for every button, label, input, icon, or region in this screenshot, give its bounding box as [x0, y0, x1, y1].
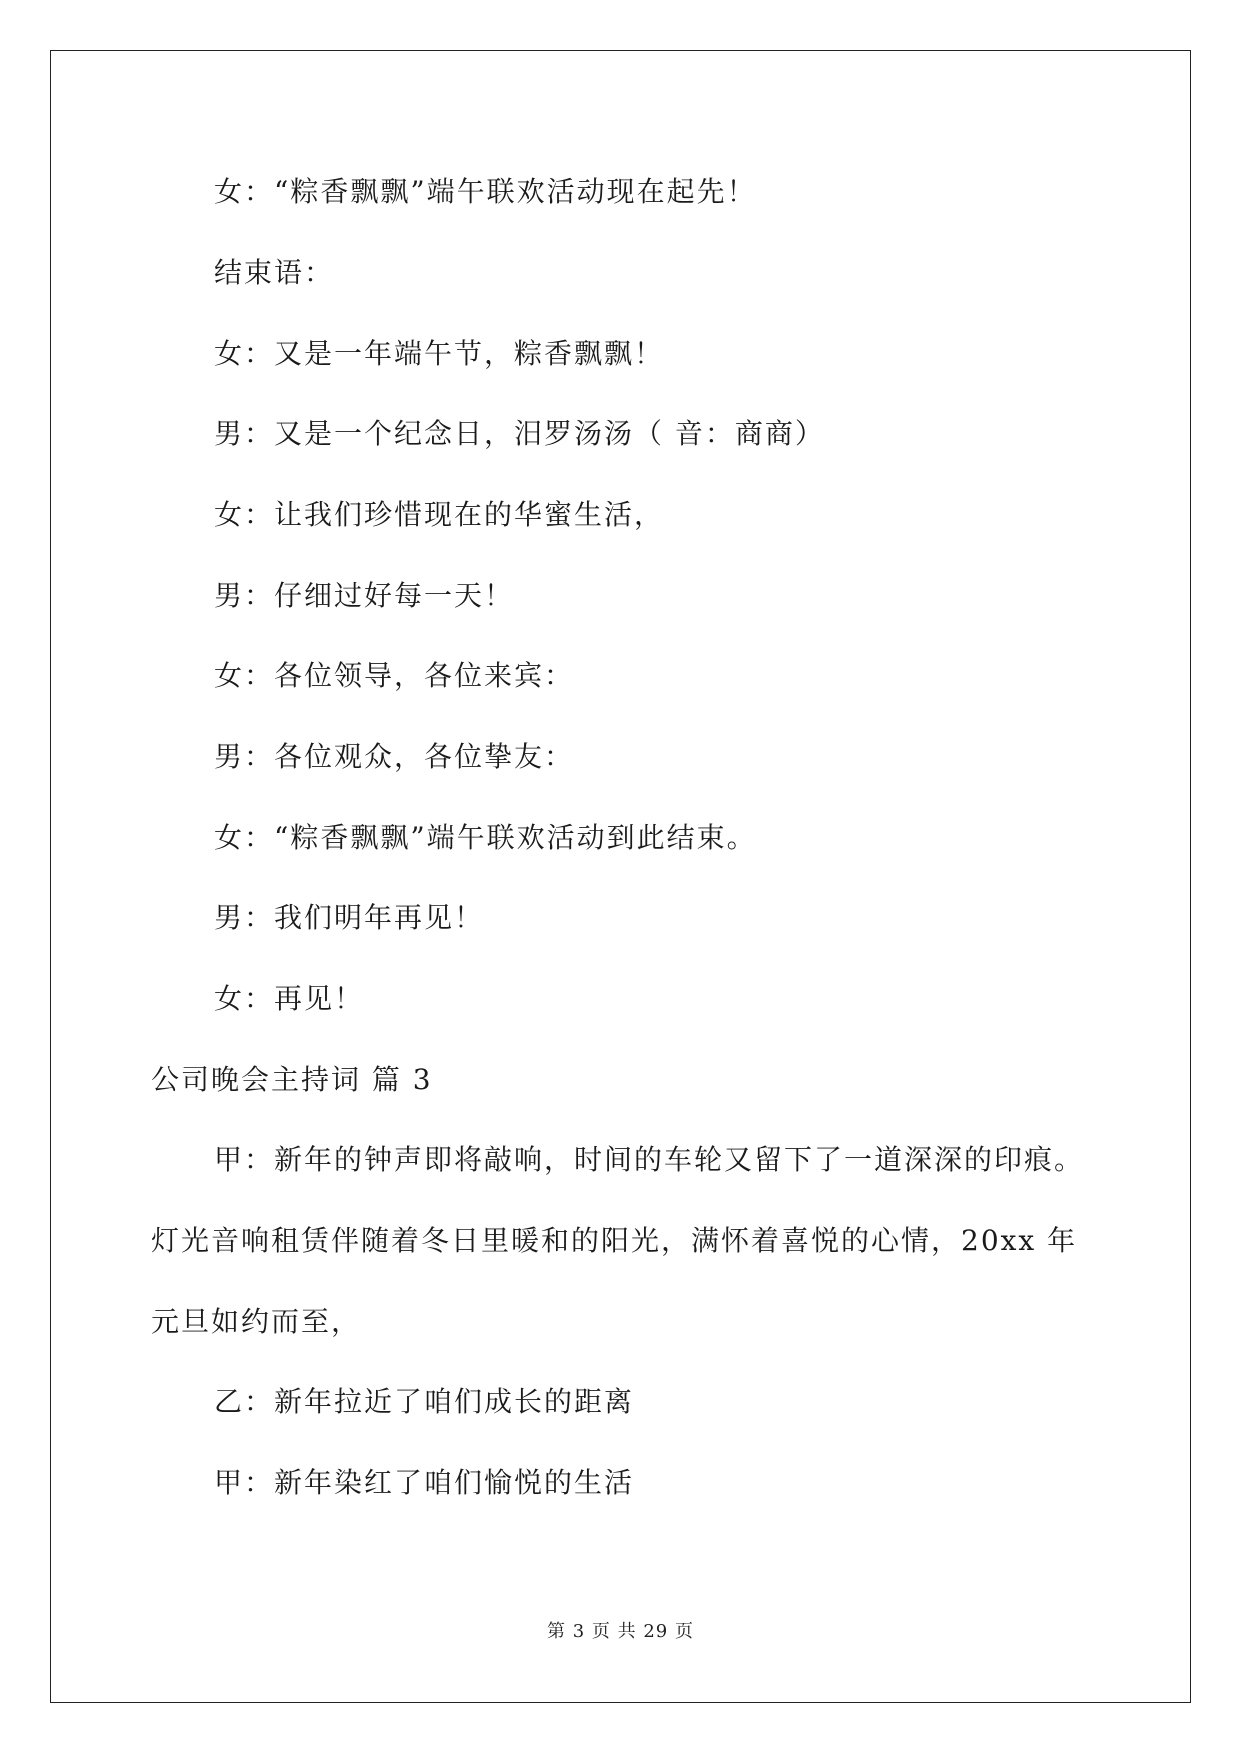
paragraph-line: 元旦如约而至，	[151, 1305, 362, 1338]
page-number: 第 3 页 共 29 页	[547, 1621, 694, 1642]
paragraph-line: 灯光音响租赁伴随着冬日里暖和的阳光，满怀着喜悦的心情，20xx 年	[151, 1224, 1078, 1257]
dialogue-line: 乙：新年拉近了咱们成长的距离	[214, 1385, 635, 1418]
dialogue-line: 男：仔细过好每一天！	[214, 579, 515, 612]
dialogue-line: 女：再见！	[214, 982, 365, 1015]
dialogue-line: 女：“粽香飘飘”端午联欢活动到此结束。	[214, 821, 757, 854]
dialogue-line: 男：又是一个纪念日，汨罗汤汤（ 音：商商）	[214, 417, 825, 450]
dialogue-line: 男：各位观众，各位挚友：	[214, 740, 575, 773]
dialogue-line: 女：又是一年端午节，粽香飘飘！	[214, 337, 665, 370]
section-title: 公司晚会主持词 篇 3	[151, 1063, 433, 1096]
page-border	[50, 50, 1191, 1703]
dialogue-line: 甲：新年的钟声即将敲响，时间的车轮又留下了一道深深的印痕。	[214, 1143, 1085, 1176]
dialogue-line: 女：“粽香飘飘”端午联欢活动现在起先！	[214, 175, 757, 208]
dialogue-line: 甲：新年染红了咱们愉悦的生活	[214, 1466, 635, 1499]
closing-heading: 结束语：	[214, 256, 335, 289]
dialogue-line: 女：各位领导，各位来宾：	[214, 659, 575, 692]
dialogue-line: 女：让我们珍惜现在的华蜜生活，	[214, 498, 665, 531]
dialogue-line: 男：我们明年再见！	[214, 901, 485, 934]
